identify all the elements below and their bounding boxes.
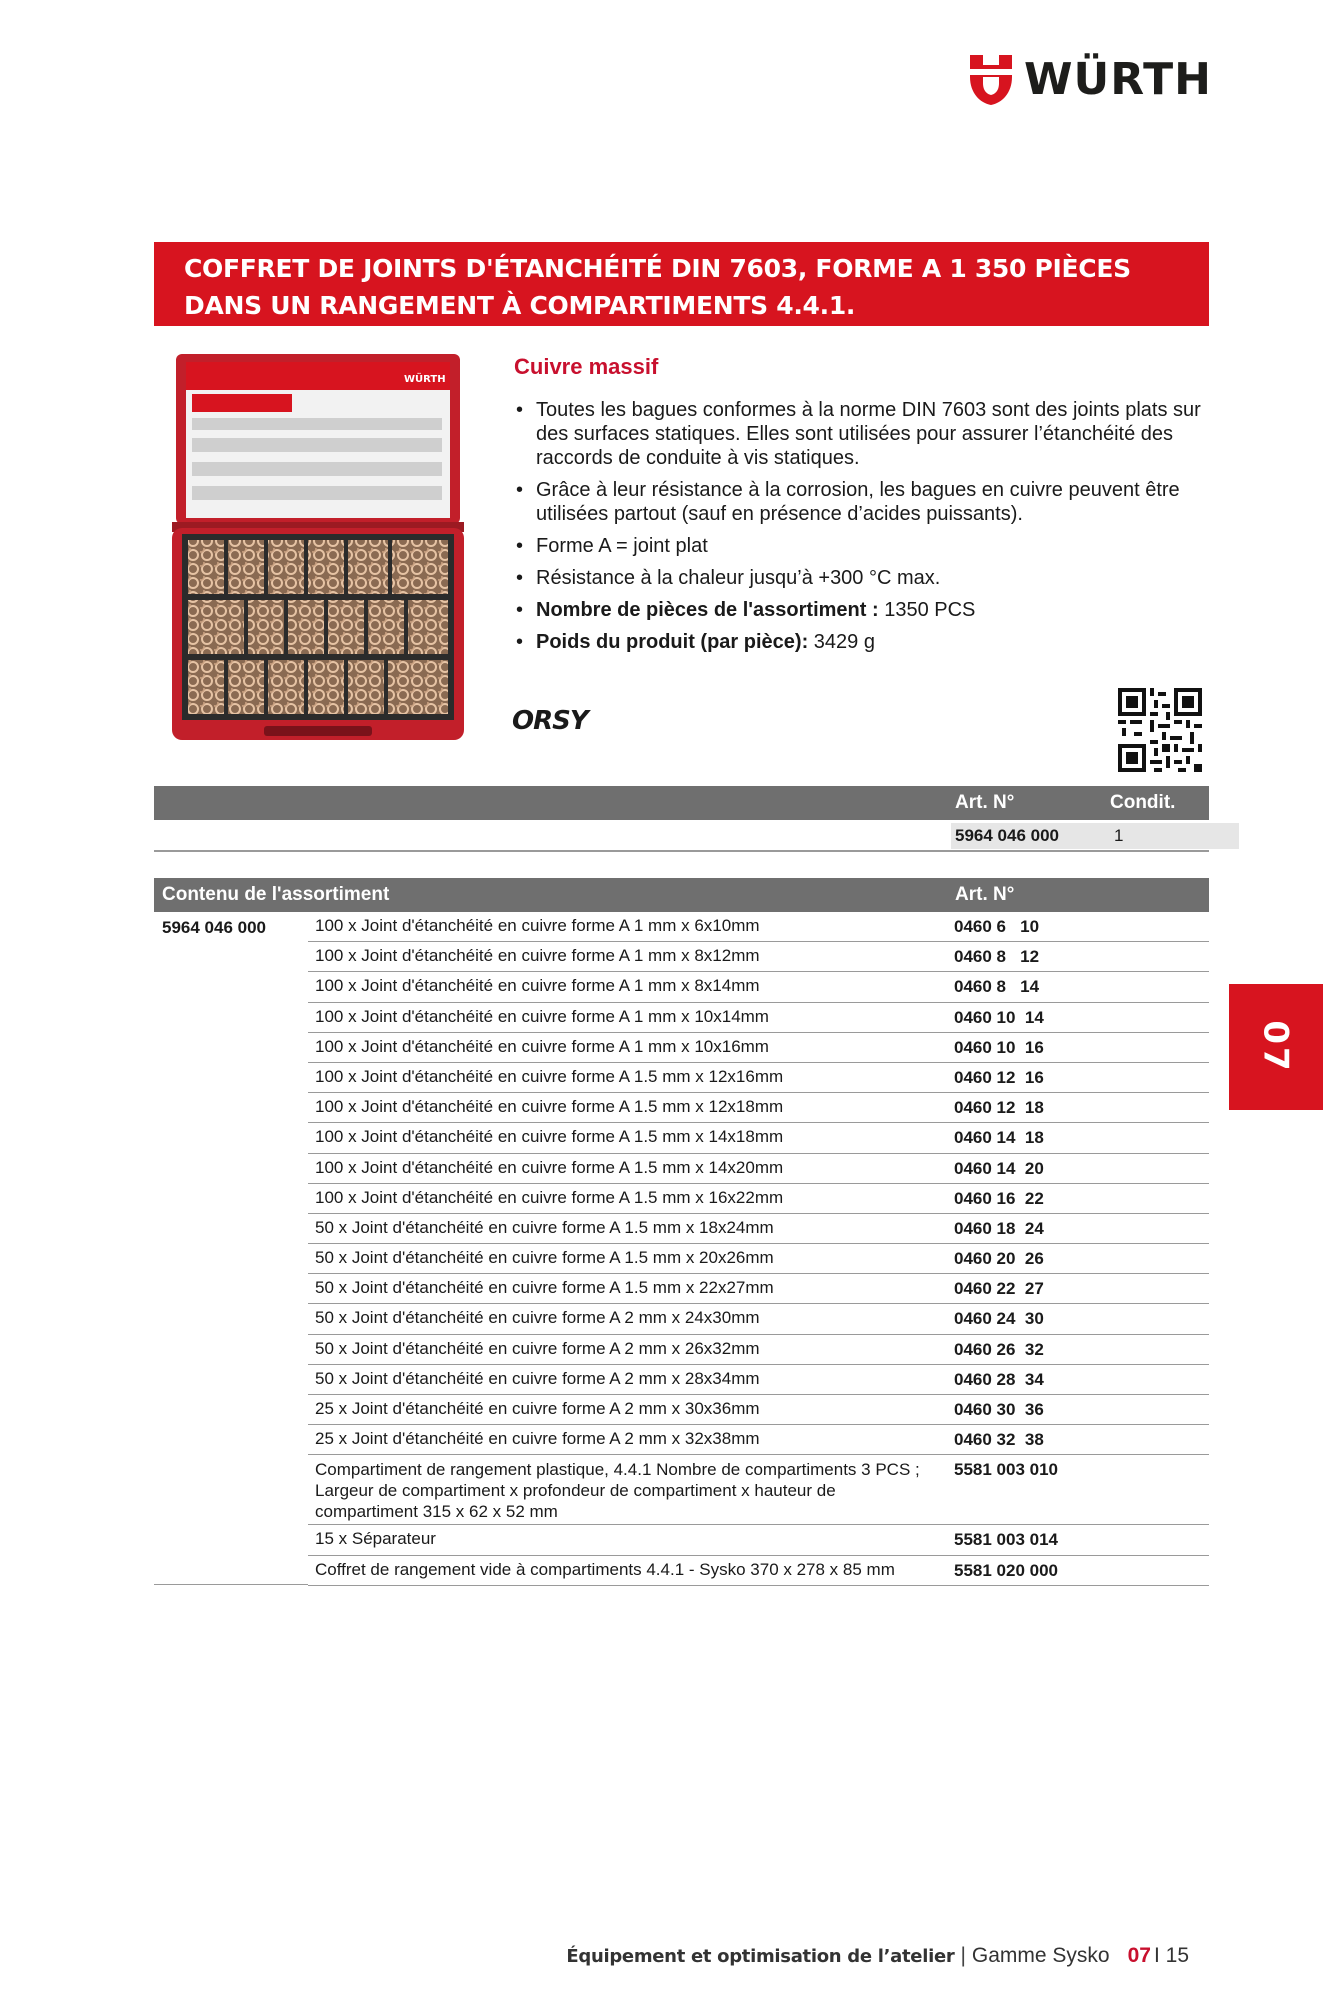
row-description: 50 x Joint d'étanchéité en cuivre forme A 1.5 mm x 18x24mm [315,1217,774,1237]
row-art-number[interactable]: 0460 24 30 [954,1309,1044,1329]
row-description: 100 x Joint d'étanchéité en cuivre forme A 1.5 mm x 16x22mm [315,1187,784,1207]
piece-count-label: Nombre de pièces de l'assortiment : [536,599,879,621]
row-art-number[interactable]: 0460 18 24 [954,1218,1044,1238]
feature-item: • Toutes les bagues conformes à la norme DIN 7603 sont des joints plats sur des surfaces statiques. Elles sont utilisées pour assurer l’étanchéité des raccords de conduite à vis statiques. [514,398,1214,470]
feature-item-weight [514,630,1214,654]
row-art-number[interactable]: 0460 14 18 [954,1128,1044,1148]
footer-separator: | [960,1944,966,1967]
product-image [172,352,468,746]
row-art-number[interactable]: 0460 14 20 [954,1158,1044,1178]
lid-brand-label: WÜRTH [404,374,446,385]
title-banner [154,242,1209,326]
contents-rows [308,912,1209,1586]
table-row [308,1214,1209,1244]
row-art-number[interactable]: 0460 12 18 [954,1098,1044,1118]
table-row [308,1335,1209,1365]
product-description [514,352,1214,662]
table-row [308,1063,1209,1093]
row-description: 50 x Joint d'étanchéité en cuivre forme A 2 mm x 26x32mm [315,1338,760,1358]
row-description: 50 x Joint d'étanchéité en cuivre forme A 1.5 mm x 22x27mm [315,1278,774,1298]
row-art-number[interactable]: 0460 20 26 [954,1249,1044,1269]
feature-item-piece-count [514,598,1214,622]
row-description: 100 x Joint d'étanchéité en cuivre forme A 1 mm x 8x14mm [315,976,760,996]
chapter-tab-label: 07 [1255,1020,1296,1074]
table-row [308,912,1209,942]
table-row [308,1154,1209,1184]
row-description: 100 x Joint d'étanchéité en cuivre forme A 1 mm x 6x10mm [315,916,760,935]
contents-header-label: Contenu de l'assortiment [162,884,390,905]
row-description: Coffret de rangement vide à compartiments 4.4.1 - Sysko 370 x 278 x 85 mm [315,1559,895,1579]
feature-item: • Forme A = joint plat [514,534,1214,558]
table-row [308,1274,1209,1304]
orsy-logo: ORSY [512,706,588,736]
table-row [308,1003,1209,1033]
table-row [308,1455,1209,1525]
table-row [308,1556,1209,1586]
footer-section: Équipement et optimisation de l’atelier [566,1946,955,1967]
art-table-row [154,820,1209,852]
art-column-header: Art. N° [955,792,1015,813]
row-description: 100 x Joint d'étanchéité en cuivre forme A 1 mm x 10x14mm [315,1006,769,1026]
row-art-number[interactable]: 0460 8 12 [954,947,1040,967]
row-description: Compartiment de rangement plastique, 4.4.1 Nombre de compartiments 3 PCS ; Largeur de compartiment x profondeur de compartiment x hauteur de compartiment 315 x 62 x 52 mm [315,1460,920,1522]
row-description: 15 x Séparateur [315,1529,436,1549]
page-footer [566,1944,1189,1968]
table-row [308,1033,1209,1063]
weight-label: Poids du produit (par pièce): [536,631,809,653]
table-row [308,1184,1209,1214]
row-description: 25 x Joint d'étanchéité en cuivre forme A 2 mm x 32x38mm [315,1429,760,1449]
wurth-logo [966,52,1213,108]
row-art-number[interactable]: 0460 10 16 [954,1037,1044,1057]
art-number-cell [951,823,1239,849]
weight-value: 3429 g [808,631,875,653]
footer-chapter: 07 [1127,1944,1151,1967]
row-art-number[interactable]: 0460 26 32 [954,1339,1044,1359]
cond-value: 1 [1114,826,1124,845]
table-row [308,972,1209,1002]
table-row [308,1395,1209,1425]
contents-table-header [154,878,1209,912]
table-row [308,1365,1209,1395]
row-art-number[interactable]: 0460 28 34 [954,1369,1044,1389]
table-row [308,1123,1209,1153]
title-line-1: COFFRET DE JOINTS D'ÉTANCHÉITÉ DIN 7603, FORME A 1 350 PIÈCES [184,254,1131,283]
row-description: 100 x Joint d'étanchéité en cuivre forme A 1.5 mm x 12x16mm [315,1066,784,1086]
footer-range: Gamme Sysko [971,1944,1110,1967]
footer-page: I 15 [1153,1944,1189,1967]
row-art-number[interactable]: 0460 12 16 [954,1067,1044,1087]
chapter-tab[interactable] [1229,984,1323,1110]
row-description: 100 x Joint d'étanchéité en cuivre forme A 1.5 mm x 14x20mm [315,1157,784,1177]
row-art-number[interactable]: 0460 32 38 [954,1430,1044,1450]
cond-column-header: Condit. [1110,792,1176,813]
row-description: 50 x Joint d'étanchéité en cuivre forme A 2 mm x 28x34mm [315,1368,760,1388]
table-row [308,1093,1209,1123]
row-art-number[interactable]: 5581 020 000 [954,1560,1058,1580]
row-description: 25 x Joint d'étanchéité en cuivre forme A 2 mm x 30x36mm [315,1399,760,1418]
feature-list [514,398,1214,654]
piece-count-value: 1350 PCS [878,599,976,621]
contents-reference: 5964 046 000 [162,918,266,937]
row-description: 100 x Joint d'étanchéité en cuivre forme A 1 mm x 10x16mm [315,1036,769,1056]
wurth-logo-text: WÜRTH [1024,54,1213,105]
table-row [308,1244,1209,1274]
table-row [308,942,1209,972]
contents-art-header: Art. N° [955,884,1015,905]
table-bottom-rule [154,1584,308,1585]
row-description: 100 x Joint d'étanchéité en cuivre forme A 1.5 mm x 14x18mm [315,1127,784,1147]
row-art-number[interactable]: 5581 003 010 [954,1460,1058,1480]
table-row [308,1525,1209,1555]
row-art-number[interactable]: 5581 003 014 [954,1530,1058,1550]
row-description: 50 x Joint d'étanchéité en cuivre forme A 1.5 mm x 20x26mm [315,1248,774,1268]
row-description: 100 x Joint d'étanchéité en cuivre forme A 1.5 mm x 12x18mm [315,1097,784,1117]
title-line-2: DANS UN RANGEMENT À COMPARTIMENTS 4.4.1. [184,291,856,320]
row-art-number[interactable]: 0460 22 27 [954,1279,1044,1299]
feature-item: • Grâce à leur résistance à la corrosion, les bagues en cuivre peuvent être utilisées partout (sauf en présence d’acides puissants). [514,478,1214,526]
row-art-number[interactable]: 0460 16 22 [954,1188,1044,1208]
wurth-logo-icon [966,53,1016,107]
art-table-header [154,786,1209,820]
qr-code-icon[interactable] [1118,688,1202,772]
product-subtitle: Cuivre massif [514,354,659,379]
feature-item: • Résistance à la chaleur jusqu’à +300 °C max. [514,566,1214,590]
row-art-number[interactable]: 0460 30 36 [954,1400,1044,1419]
row-art-number[interactable]: 0460 10 14 [954,1007,1044,1027]
row-art-number[interactable]: 0460 6 10 [954,917,1040,936]
row-art-number[interactable]: 0460 8 14 [954,977,1040,997]
table-row [308,1304,1209,1334]
row-description: 50 x Joint d'étanchéité en cuivre forme A 2 mm x 24x30mm [315,1308,760,1328]
table-row [308,1425,1209,1455]
art-number[interactable]: 5964 046 000 [955,826,1059,845]
row-description: 100 x Joint d'étanchéité en cuivre forme A 1 mm x 8x12mm [315,946,760,966]
